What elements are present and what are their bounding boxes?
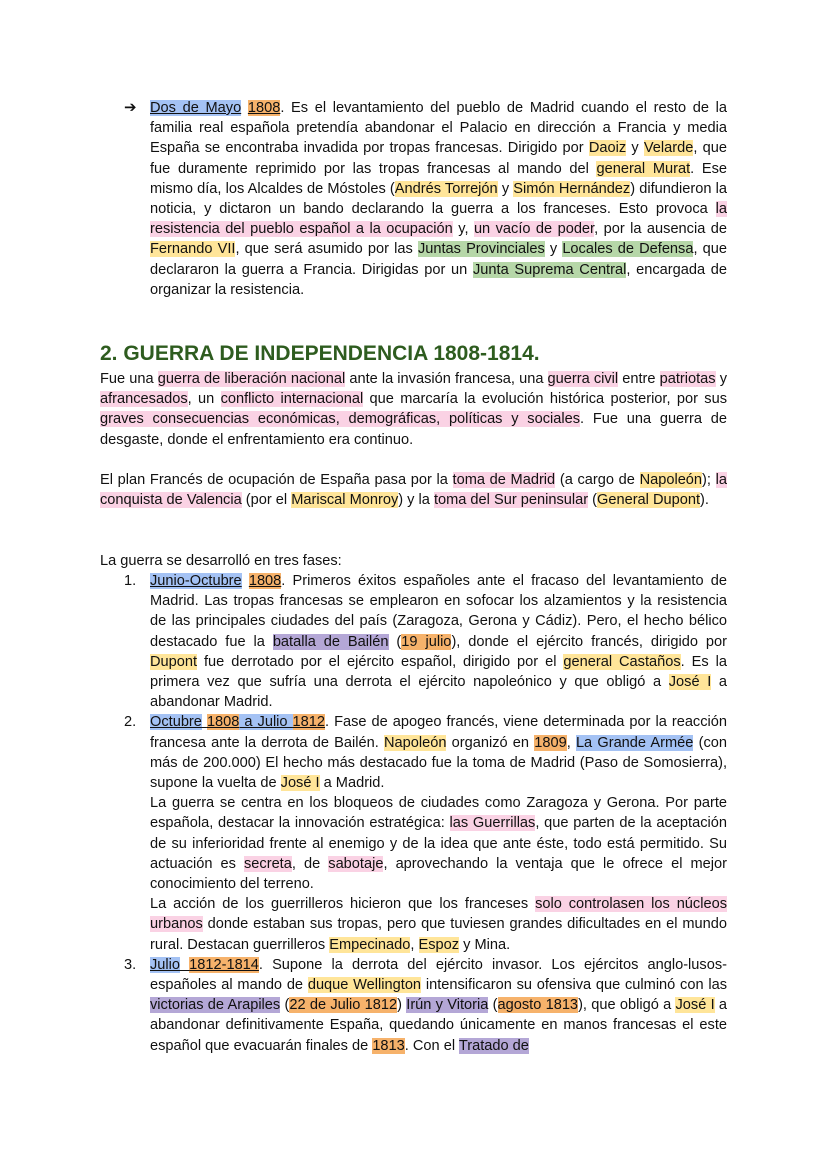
text-run: La acción de los guerrilleros hicieron que los franceses <box>150 896 536 913</box>
text-run: , encargada de organizar la resistencia. <box>150 261 727 298</box>
text-run: Fue una <box>100 371 158 387</box>
highlight-battle: victorias de Arapiles <box>150 997 281 1014</box>
highlight-person: Fernando VII <box>150 241 236 258</box>
highlight-person: general Murat <box>596 160 691 177</box>
highlight-person: José I <box>668 674 712 691</box>
text-run <box>242 573 249 589</box>
phase2-paragraph <box>124 712 728 793</box>
text-run: . Supone la derrota del ejército invasor. Los ejércitos anglo-lusos-españoles al mando de <box>150 956 727 994</box>
highlight-concept: toma de Madrid <box>452 472 556 488</box>
text-run <box>241 100 248 116</box>
text-run: ). <box>700 492 709 509</box>
text-run: y <box>497 180 514 197</box>
highlight-person: General Dupont <box>597 492 701 509</box>
text-run: que marcaría la evolución histórica posterior, por sus <box>363 391 727 408</box>
text-run: ( <box>388 633 402 650</box>
highlight-battle: Irún y Vitoria <box>406 997 489 1014</box>
text-run: donde estaban sus tropas, pero que tuviesen grandes dificultades en el mundo rural. Destacan guerrilleros <box>150 916 727 953</box>
text-run: fue derrotado por el ejército español, dirigido por el <box>197 653 564 670</box>
text-run: . Fue una guerra de desgaste, donde el enfrentamiento era continuo. <box>100 411 727 448</box>
text-run <box>180 957 189 973</box>
war-description-paragraph <box>100 369 727 450</box>
highlight-person: Dupont <box>150 653 198 670</box>
text-run: a abandonar definitivamente España, quedando únicamente en manos francesas el este español que evacuarán finales de <box>150 997 728 1054</box>
text-run: a Madrid. <box>319 775 385 792</box>
text-run: . Ese mismo día, los Alcaldes de Móstoles ( <box>150 160 727 197</box>
highlight-date: a Julio <box>239 714 293 731</box>
text-run: , que será asumido por las <box>235 241 418 258</box>
text-run: , que declararon la guerra a Francia. Dirigidas por un <box>150 241 728 278</box>
text-run: . Primeros éxitos españoles ante el fracaso del levantamiento de Madrid. Las tropas francesas se emplearon en sofocar los alzamientos y la resistencia de las principales ciudades del país (Zaragoza, Gerona y Cádiz). Pero, el hecho bélico destacado fue la <box>150 573 727 650</box>
highlight-year: 1808 <box>206 714 240 731</box>
french-plan-paragraph <box>100 470 727 510</box>
highlight-person: José I <box>280 775 320 792</box>
dos-de-mayo-paragraph <box>150 98 727 300</box>
highlight-concept: las Guerrillas <box>449 815 536 832</box>
highlight-year: 1812 <box>292 714 326 731</box>
highlight-army: La Grande Armée <box>575 734 694 751</box>
text-run: a abandonar Madrid. <box>150 674 728 711</box>
text-run: ), que obligó a <box>578 997 676 1014</box>
highlight-institution: Juntas Provinciales <box>417 241 545 258</box>
highlight-concept: guerra civil <box>547 371 619 387</box>
text-run: (a cargo de <box>555 472 640 488</box>
highlight-date: Julio <box>150 956 181 973</box>
highlight-concept: afrancesados <box>100 391 188 408</box>
text-run: ) <box>397 997 407 1014</box>
text-run: y <box>544 241 563 258</box>
text-run: , que fue duramente reprimido por las tropas francesas al mando del <box>150 140 727 177</box>
highlight-institution: Locales de Defensa <box>562 241 694 258</box>
text-run: ( <box>280 997 290 1014</box>
highlight-year: 1808 <box>248 573 282 589</box>
list-item <box>100 571 727 712</box>
text-run: La guerra se centra en los bloqueos de ciudades como Zaragoza y Gerona. Por parte española, destacar la innovación estratégica: <box>150 795 727 832</box>
highlight-year: 1813 <box>372 1037 405 1054</box>
highlight-person: Mariscal Monroy <box>291 492 399 509</box>
text-run: , aprovechando la ventaja que le ofrece el mejor conocimiento del terreno. <box>150 855 727 893</box>
highlight-person: Simón Hernández <box>513 180 631 197</box>
phases-list <box>100 571 727 1056</box>
list-number: 1. <box>124 573 137 589</box>
text-run: ( <box>588 492 597 509</box>
list-item <box>100 712 727 954</box>
text-run: ( <box>488 997 498 1014</box>
guerrillas-paragraph <box>150 793 727 894</box>
text-run: organizó en <box>446 734 535 751</box>
text-run: El plan Francés de ocupación de España pasa por la <box>100 472 453 488</box>
highlight-person: Daoiz <box>588 140 627 157</box>
highlight-person: Andrés Torrejón <box>394 180 498 197</box>
guerrilla-action-paragraph <box>150 894 727 955</box>
text-run: ); <box>702 472 716 488</box>
highlight-year: 19 julio <box>401 633 452 650</box>
arrow-bullet-icon: ➔ <box>124 99 137 116</box>
highlight-year: agosto 1813 <box>497 997 579 1014</box>
highlight-concept: toma del Sur peninsular <box>433 492 589 509</box>
text-run: y <box>626 140 644 157</box>
highlight-concept: conflicto internacional <box>220 391 364 408</box>
text-run: , <box>566 734 576 751</box>
text-run: (con más de 200.000) El hecho más destacado fue la toma de Madrid (Paso de Somosierra), supone la vuelta de <box>150 734 727 792</box>
text-run: . Es la primera vez que sufría una derrota el ejército napoleónico y que obligó a <box>150 653 727 691</box>
list-number: 2. <box>124 714 137 731</box>
text-run: ante la invasión francesa, una <box>345 371 548 387</box>
list-item <box>100 955 727 1056</box>
text-run: y Mina. <box>459 936 511 953</box>
text-run: , que parten de la aceptación de su inferioridad frente al enemigo y de la idea que ante éste, todo está permitido. Su actuación es <box>150 815 727 872</box>
highlight-date: Dos de Mayo <box>150 100 242 116</box>
highlight-concept: un vacío de poder <box>473 221 595 238</box>
highlight-concept: solo controlasen los núcleos urbanos <box>150 896 727 933</box>
text-run: . Con el <box>404 1037 459 1054</box>
text-run: , por la ausencia de <box>594 221 728 238</box>
highlight-year: 1812-1814 <box>189 956 259 973</box>
text-run: ) difundieron la noticia, y dictaron un bando declarando la guerra a los franceses. Esto provoca <box>150 180 727 218</box>
highlight-concept: la conquista de Valencia <box>100 472 727 509</box>
highlight-year: 1808 <box>247 100 281 116</box>
text-run: intensificaron su ofensiva que culminó con las <box>421 977 728 994</box>
highlight-person: Espoz <box>418 936 460 953</box>
highlight-date: Junio-Octubre <box>150 573 242 589</box>
highlight-person: Empecinado <box>329 936 411 953</box>
highlight-concept: graves consecuencias económicas, demográficas, políticas y sociales <box>100 411 581 428</box>
highlight-concept: secreta <box>244 855 292 872</box>
section-title: 2. GUERRA DE INDEPENDENCIA 1808-1814. <box>100 342 540 365</box>
highlight-concept: patriotas <box>659 371 716 387</box>
highlight-treaty: Tratado de <box>458 1037 529 1054</box>
highlight-year: 1809 <box>534 734 567 751</box>
list-number: 3. <box>124 956 137 973</box>
text-run: ), donde el ejército francés, dirigido por <box>451 633 728 650</box>
highlight-concept: la resistencia del pueblo español a la ocupación <box>150 201 727 238</box>
text-run: . Fase de apogeo francés, viene determinada por la reacción francesa ante la derrota de Bailén. <box>150 714 728 751</box>
highlight-concept: guerra de liberación nacional <box>157 371 346 387</box>
highlight-year: 22 de Julio 1812 <box>289 997 398 1014</box>
highlight-battle: batalla de Bailén <box>272 633 389 650</box>
highlight-person: duque Wellington <box>307 977 422 994</box>
text-run: y <box>715 371 727 387</box>
text-run: , de <box>291 855 329 872</box>
text-run: , <box>410 936 419 953</box>
highlight-concept: sabotaje <box>328 855 384 872</box>
highlight-date: Octubre <box>150 714 202 731</box>
highlight-institution: Junta Suprema Central <box>472 261 627 278</box>
text-run: y, <box>452 221 474 238</box>
text-run: entre <box>618 371 660 387</box>
phases-intro: La guerra se desarrolló en tres fases: <box>100 553 342 569</box>
highlight-person: general Castaños <box>563 653 681 670</box>
highlight-person: Napoleón <box>383 734 447 751</box>
text-run: (por el <box>241 492 292 509</box>
text-run: . Es el levantamiento del pueblo de Madrid cuando el resto de la familia real española pretendía abandonar el Palacio en dirección a Francia y media España se encontraba invadida por tropas francesas. Dirigido por <box>150 100 728 157</box>
text-run: ) y la <box>398 492 434 509</box>
highlight-person: José I <box>675 997 715 1014</box>
highlight-person: Velarde <box>643 140 694 157</box>
text-run: , un <box>187 391 221 408</box>
highlight-person: Napoleón <box>639 472 703 488</box>
